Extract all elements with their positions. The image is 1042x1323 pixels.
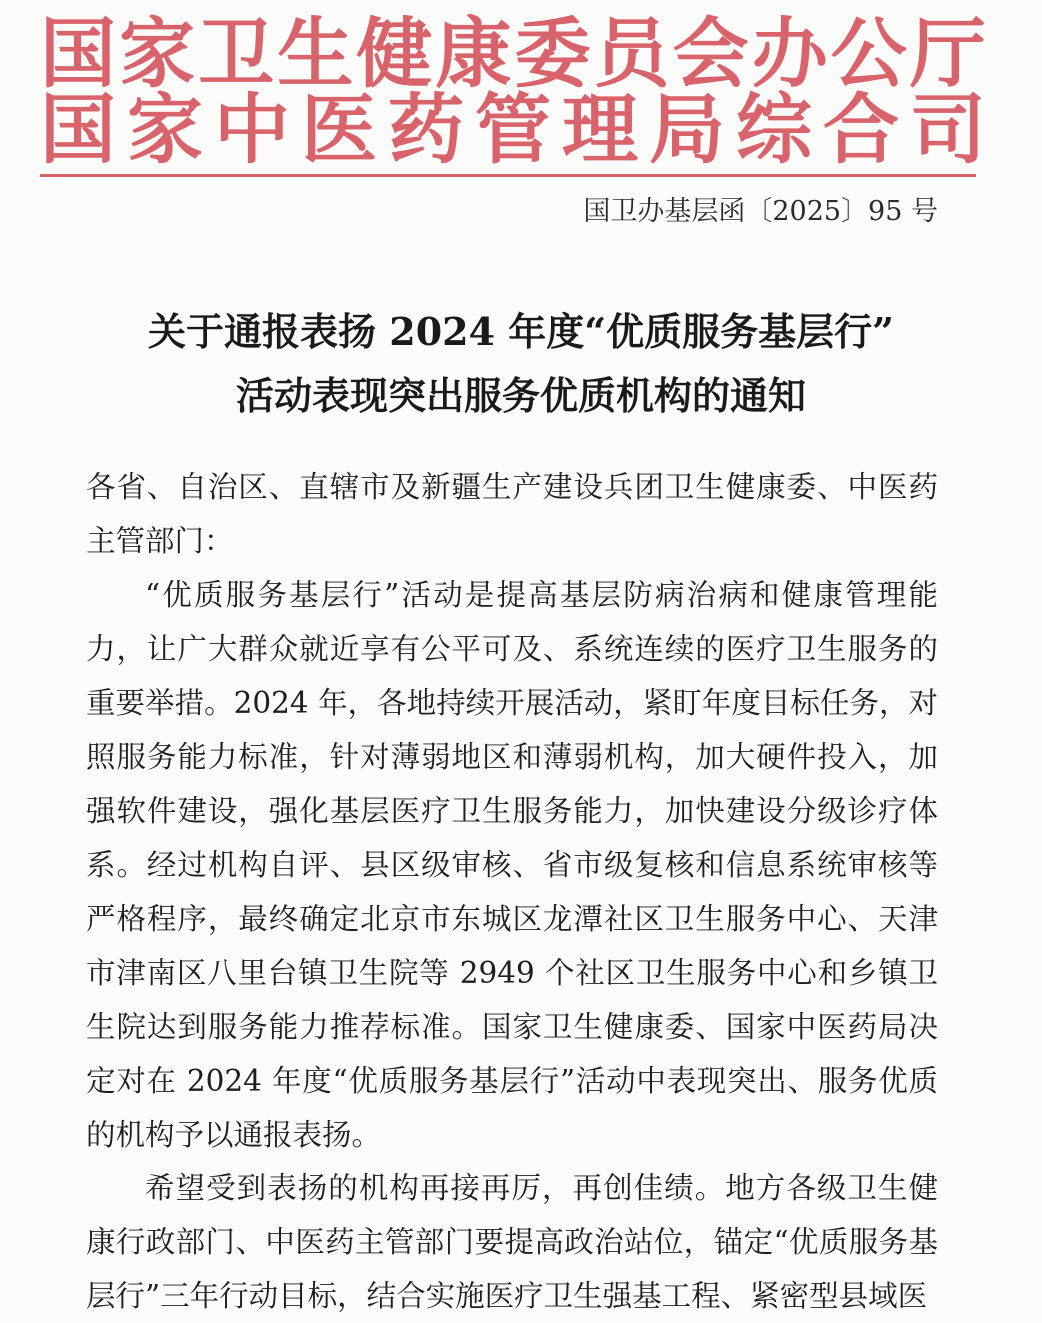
issuer-char: 康 bbox=[435, 9, 512, 98]
issuer-char: 家 bbox=[119, 9, 196, 98]
issuer-char: 管 bbox=[475, 85, 551, 174]
issuer-header-line-2 bbox=[40, 85, 986, 174]
body-paragraph: “优质服务基层行”活动是提高基层防病治病和健康管理能力，让广大群众就近享有公平可及、系统连续的医疗卫生服务的重要举措。2024 年，各地持续开展活动，紧盯年度目标任务，对照服务能力标准，针对薄弱地区和薄弱机构，加大硬件投入，加强软件建设，强化基层医疗卫生服务能力，加快建设分级诊疗体系。经过机构自评、县区级审核、省市级复核和信息系统审核等严格程序，最终确定北京市东城区龙潭社区卫生服务中心、天津市津南区八里台镇卫生院等 2949 个社区卫生服务中心和乡镇卫生院达到服务能力推荐标准。国家卫生健康委、国家中医药局决定对在 2024 年度“优质服务基层行”活动中表现突出、服务优质的机构予以通报表扬。 bbox=[86, 578, 938, 1152]
issuer-char: 司 bbox=[910, 85, 986, 174]
red-header-divider bbox=[40, 174, 976, 177]
issuer-char: 中 bbox=[214, 85, 290, 174]
document-title-line-2: 活动表现突出服务优质机构的通知 bbox=[235, 373, 806, 418]
issuer-char: 合 bbox=[823, 85, 899, 174]
issuer-char: 办 bbox=[751, 9, 828, 98]
issuer-char: 药 bbox=[388, 85, 464, 174]
issuer-char: 综 bbox=[736, 85, 812, 174]
issuer-char: 局 bbox=[649, 85, 725, 174]
issuer-char: 会 bbox=[672, 9, 749, 98]
document-number: 国卫办基层函〔2025〕95 号 bbox=[583, 196, 938, 227]
issuer-char: 生 bbox=[277, 9, 354, 98]
body-paragraph: 希望受到表扬的机构再接再厉，再创佳绩。地方各级卫生健康行政部门、中医药主管部门要提高政治站位，锚定“优质服务基层行”三年行动目标，结合实施医疗卫生强基工程、紧密型县域医 bbox=[86, 1171, 938, 1313]
issuer-char: 员 bbox=[593, 9, 670, 98]
issuer-char: 健 bbox=[356, 9, 433, 98]
issuer-char: 理 bbox=[562, 85, 638, 174]
document-title-line-1: 关于通报表扬 2024 年度“优质服务基层行” bbox=[148, 309, 894, 354]
issuer-char: 委 bbox=[514, 9, 591, 98]
issuer-char: 卫 bbox=[198, 9, 275, 98]
issuer-char: 家 bbox=[127, 85, 203, 174]
salutation: 各省、自治区、直辖市及新疆生产建设兵团卫生健康委、中医药主管部门： bbox=[86, 470, 938, 558]
issuer-char: 厅 bbox=[909, 9, 986, 98]
issuer-char: 国 bbox=[40, 85, 116, 174]
issuer-char: 医 bbox=[301, 85, 377, 174]
issuer-char: 国 bbox=[40, 9, 116, 98]
issuer-char: 公 bbox=[830, 9, 907, 98]
issuer-header-line-1 bbox=[40, 9, 986, 98]
